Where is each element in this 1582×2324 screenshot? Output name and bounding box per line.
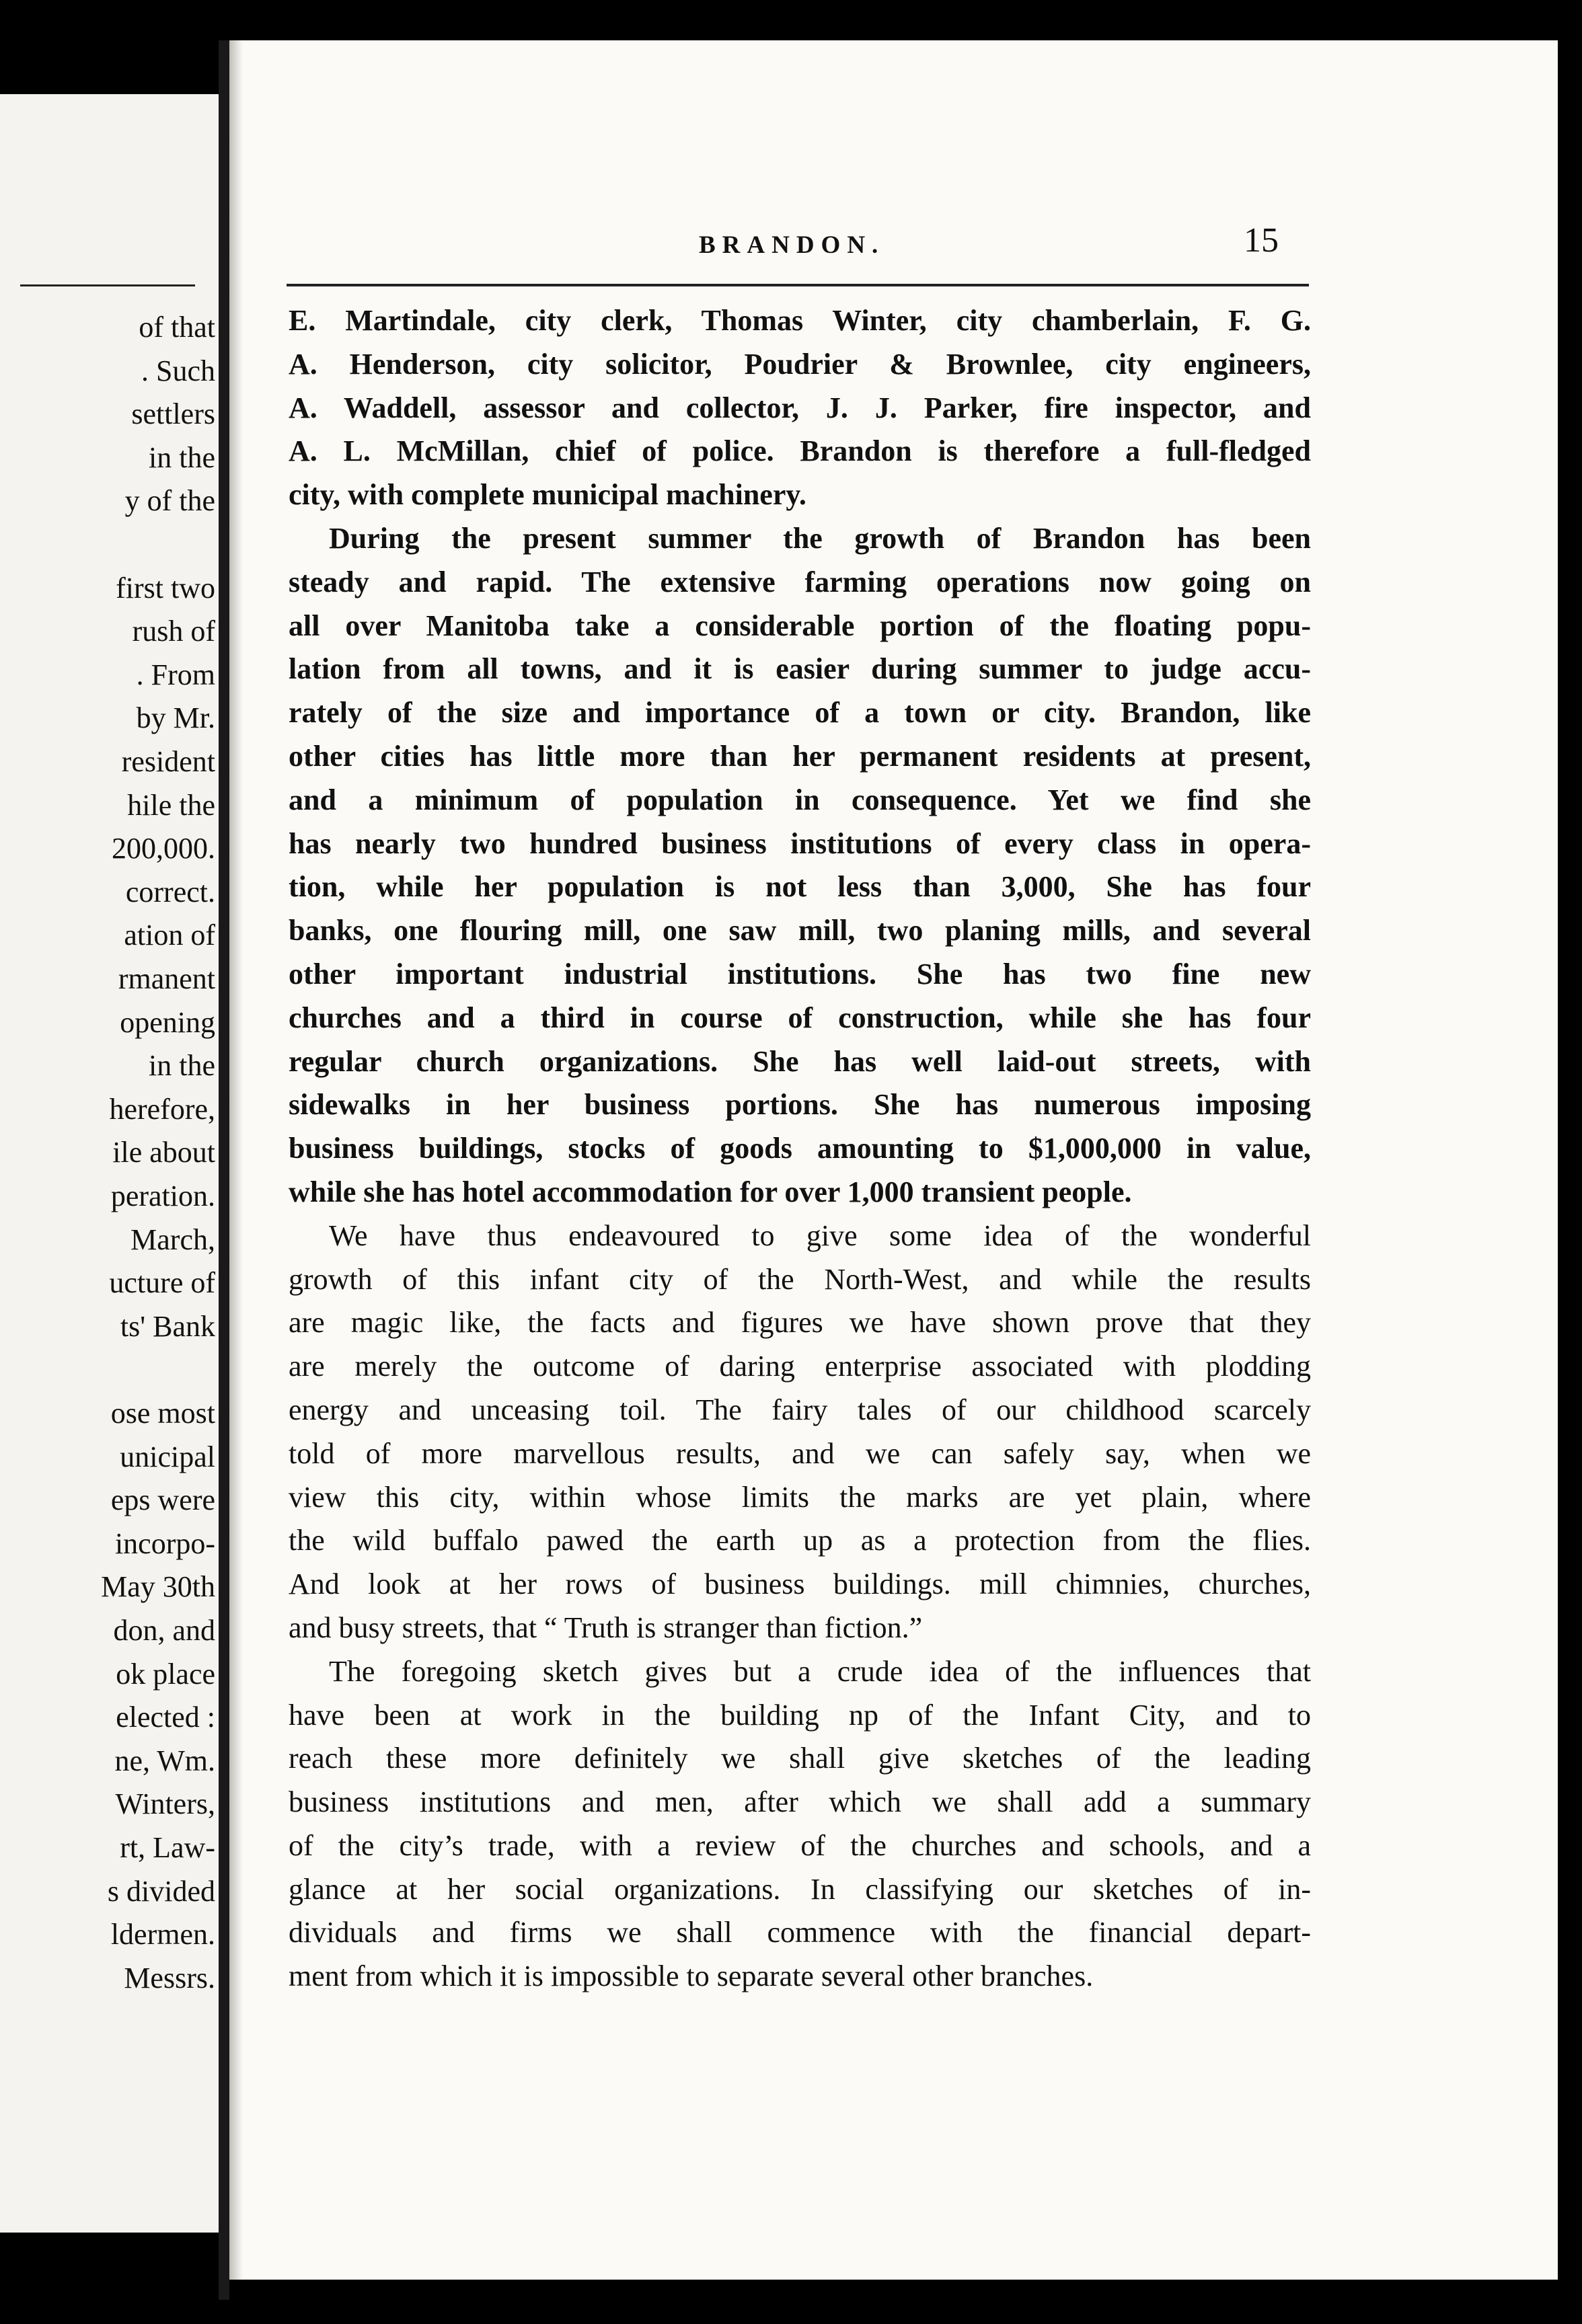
facing-page-fragment	[0, 94, 219, 2233]
text-line: The foregoing sketch gives but a crude idea of the influences that	[329, 1654, 1311, 1688]
facing-page-line: of that	[139, 311, 215, 344]
facing-page-line: Winters,	[115, 1787, 215, 1821]
text-line: A. Waddell, assessor and collector, J. J. Parker, fire inspector, and	[289, 391, 1311, 424]
facing-page-line: in the	[149, 440, 215, 474]
text-line: of the city’s trade, with a review of the churches and schools, and a	[289, 1828, 1311, 1862]
text-line: and a minimum of population in consequence. Yet we find she	[289, 783, 1311, 816]
text-line: has nearly two hundred business institutions of every class in opera-	[289, 826, 1311, 860]
facing-page-line: ose most	[110, 1397, 215, 1430]
book-gutter	[219, 40, 229, 2300]
facing-page-line: settlers	[131, 397, 215, 431]
facing-page-line: y of the	[124, 484, 215, 518]
facing-page-line: rush of	[132, 615, 215, 648]
text-line: churches and a third in course of construction, while she has four	[289, 1001, 1311, 1034]
text-line: E. Martindale, city clerk, Thomas Winter, city chamberlain, F. G.	[289, 304, 1311, 337]
text-line: A. Henderson, city solicitor, Poudrier & Brownlee, city engineers,	[289, 347, 1311, 381]
facing-page-line: unicipal	[120, 1440, 215, 1473]
facing-page-line: opening	[120, 1005, 215, 1039]
text-line: steady and rapid. The extensive farming operations now going on	[289, 565, 1311, 598]
text-line: the wild buffalo pawed the earth up as a protection from the flies.	[289, 1524, 1311, 1557]
facing-page-line: rmanent	[118, 962, 215, 995]
facing-page-line: May 30th	[101, 1570, 215, 1604]
facing-page-line: correct.	[125, 875, 215, 908]
facing-page-line: 200,000.	[112, 832, 215, 865]
page-curl-shadow	[229, 40, 243, 2280]
facing-page-line: elected :	[116, 1701, 215, 1734]
running-head: BRANDON.	[699, 231, 885, 259]
text-line: regular church organizations. She has well laid-out streets, with	[289, 1044, 1311, 1078]
facing-page-line: in the	[149, 1049, 215, 1083]
text-line: and busy streets, that “ Truth is stranger than fiction.”	[289, 1611, 923, 1644]
facing-page-line: incorpo-	[114, 1526, 215, 1560]
facing-page-line: ts' Bank	[120, 1309, 215, 1343]
facing-page-line: . Such	[141, 354, 215, 387]
text-line: all over Manitoba take a considerable portion of the floating popu-	[289, 609, 1311, 642]
text-line: city, with complete municipal machinery.	[289, 478, 806, 512]
facing-page-line: peration.	[110, 1179, 215, 1212]
text-line: energy and unceasing toil. The fairy tales of our childhood scarcely	[289, 1393, 1311, 1426]
body-text	[289, 299, 1311, 1999]
text-line: have been at work in the building np of the Infant City, and to	[289, 1698, 1311, 1732]
facing-page-line: first two	[116, 571, 215, 605]
facing-page-line: herefore,	[109, 1092, 215, 1126]
facing-page-line: ile about	[112, 1136, 215, 1169]
facing-page-header-rule	[20, 284, 195, 286]
text-line: sidewalks in her business portions. She has numerous imposing	[289, 1088, 1311, 1122]
text-line: growth of this infant city of the North-West, and while the results	[289, 1262, 1311, 1296]
facing-page-line: don, and	[113, 1614, 215, 1647]
book-page	[229, 40, 1558, 2280]
facing-page-line: ok place	[116, 1657, 215, 1691]
text-line: are merely the outcome of daring enterprise associated with plodding	[289, 1350, 1311, 1383]
text-line: business institutions and men, after which we shall add a summary	[289, 1785, 1311, 1819]
text-line: A. L. McMillan, chief of police. Brandon is therefore a full-fledged	[289, 434, 1311, 468]
facing-page-line: ne, Wm.	[114, 1744, 215, 1777]
text-line: reach these more definitely we shall give sketches of the leading	[289, 1742, 1311, 1775]
facing-page-line: ldermen.	[110, 1918, 215, 1951]
text-line: other cities has little more than her permanent residents at present,	[289, 739, 1311, 773]
facing-page-line: s divided	[107, 1874, 215, 1908]
text-line: dividuals and firms we shall commence with the financial depart-	[289, 1916, 1311, 1949]
text-line: business buildings, stocks of goods amounting to $1,000,000 in value,	[289, 1132, 1311, 1165]
text-line: ment from which it is impossible to separate several other branches.	[289, 1960, 1094, 1993]
text-line: are magic like, the facts and figures we have shown prove that they	[289, 1306, 1311, 1340]
facing-page-line: Messrs.	[124, 1961, 215, 1994]
text-line: while she has hotel accommodation for over 1,000 transient people.	[289, 1175, 1132, 1208]
text-line: other important industrial institutions. She has two fine new	[289, 957, 1311, 991]
header-rule	[287, 284, 1309, 286]
facing-page-line: hile the	[127, 788, 215, 822]
text-line: We have thus endeavoured to give some idea of the wonderful	[329, 1218, 1311, 1252]
facing-page-line: by Mr.	[136, 701, 215, 735]
text-line: And look at her rows of business buildings. mill chimnies, churches,	[289, 1567, 1311, 1601]
text-line: tion, while her population is not less than 3,000, She has four	[289, 870, 1311, 904]
text-line: rately of the size and importance of a town or city. Brandon, like	[289, 696, 1311, 730]
text-line: told of more marvellous results, and we can safely say, when we	[289, 1436, 1311, 1470]
text-line: banks, one flouring mill, one saw mill, two planing mills, and several	[289, 914, 1311, 947]
facing-page-line: ucture of	[109, 1266, 215, 1300]
text-line: lation from all towns, and it is easier during summer to judge accu-	[289, 652, 1311, 686]
facing-page-line: eps were	[110, 1483, 215, 1517]
facing-page-line: rt, Law-	[120, 1831, 215, 1864]
text-line: During the present summer the growth of Brandon has been	[329, 521, 1311, 555]
facing-page-text	[0, 306, 215, 2122]
facing-page-line: resident	[121, 745, 215, 778]
facing-page-line: March,	[130, 1223, 215, 1256]
facing-page-line: . From	[136, 658, 215, 691]
page-number: 15	[1244, 221, 1279, 260]
facing-page-line: ation of	[124, 919, 215, 952]
text-line: glance at her social organizations. In classifying our sketches of in-	[289, 1872, 1311, 1906]
text-line: view this city, within whose limits the marks are yet plain, where	[289, 1480, 1311, 1514]
